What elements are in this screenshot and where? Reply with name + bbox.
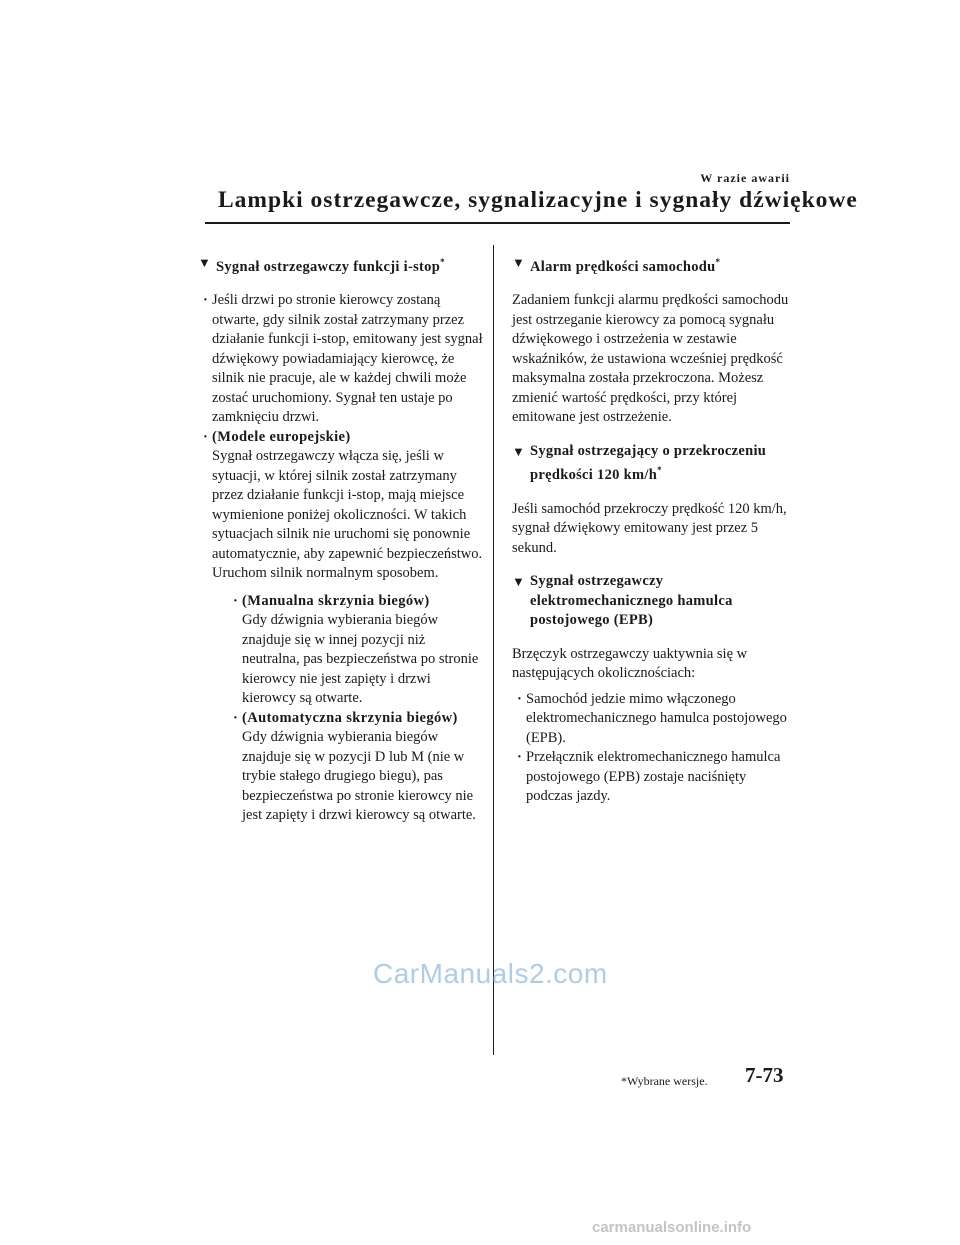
item-label: (Manualna skrzynia biegów) [242, 592, 430, 609]
istop-list [198, 291, 483, 826]
bullet-icon: · [233, 709, 238, 726]
optional-mark: * [657, 465, 662, 476]
list-item [228, 709, 483, 826]
list-item [512, 690, 792, 749]
item-text: Gdy dźwignia wybierania biegów znajduje się w pozycji D lub M (nie w trybie stałego drugiego biegu), pas bezpieczeństwa po stronie kierowcy nie jest zapięty i drzwi kierowcy są otwarte. [242, 729, 476, 824]
left-column [198, 253, 483, 826]
list-item [198, 291, 483, 428]
title-rule [205, 222, 790, 224]
heading-speed-alarm [512, 253, 792, 277]
epb-list [512, 690, 792, 807]
item-text: Samochód jedzie mimo włączonego elektromechanicznego hamulca postojowego (EPB). [526, 690, 787, 746]
right-column [512, 253, 792, 807]
triangle-marker-icon: ▼ [512, 443, 526, 459]
list-item [198, 428, 483, 826]
column-divider [493, 245, 494, 1055]
page-title: Lampki ostrzegawcze, sygnalizacyjne i sygnały dźwiękowe [218, 187, 858, 213]
page-number: 7-73 [745, 1063, 784, 1087]
footnote: *Wybrane wersje. [621, 1074, 708, 1088]
bullet-icon: · [203, 428, 208, 445]
heading-text: Alarm prędkości samochodu [530, 258, 716, 275]
paragraph: Jeśli samochód przekroczy prędkość 120 km/h, sygnał dźwiękowy emitowany jest przez 5 sekund. [512, 500, 787, 556]
bullet-icon: · [233, 592, 238, 609]
heading-istop [198, 253, 483, 277]
list-item [228, 592, 483, 709]
heading-epb-warning [512, 572, 792, 631]
triangle-marker-icon: ▼ [198, 255, 212, 270]
optional-mark: * [715, 257, 721, 267]
heading-text: Sygnał ostrzegawczy funkcji i-stop [216, 258, 441, 275]
heading-text: Sygnał ostrzegawczy elektromechanicznego hamulca postojowego (EPB) [530, 573, 733, 629]
section-label: W razie awarii [700, 171, 790, 185]
optional-mark: * [440, 257, 445, 267]
item-label: (Modele europejskie) [212, 428, 351, 445]
item-text: Jeśli drzwi po stronie kierowcy zostaną otwarte, gdy silnik został zatrzymany przez działanie funkcji i-stop, emitowany jest sygnał dźwiękowy powiadamiający kierowcę, że silnik nie pracuje, ale w każdej chwili może zostać uruchomiony. Sygnał ten ustaje po zamknięciu drzwi. [212, 292, 483, 426]
item-text: Gdy dźwignia wybierania biegów znajduje się w innej pozycji niż neutralna, pas bezpieczeństwa po stronie kierowcy nie jest zapięty i drzwi kierowcy są otwarte. [242, 612, 479, 707]
watermark: CarManuals2.com [373, 958, 608, 989]
source-watermark: carmanualsonline.info [592, 1219, 752, 1236]
triangle-marker-icon: ▼ [512, 574, 526, 590]
paragraph: Zadaniem funkcji alarmu prędkości samochodu jest ostrzeganie kierowcy za pomocą sygnału dźwiękowego i ostrzeżenia w zestawie wskaźników, że ustawiona wcześniej prędkość maksymalna została przekroczona. Możesz zmienić wartość prędkości, przy której emitowane jest ostrzeżenie. [512, 292, 789, 426]
list-item [512, 748, 792, 807]
heading-120-warning [512, 442, 792, 486]
heading-text: Sygnał ostrzegający o przekroczeniu prędkości 120 km/h [530, 442, 767, 484]
item-text: Przełącznik elektromechanicznego hamulca postojowego (EPB) zostaje naciśnięty podczas jazdy. [526, 749, 781, 805]
bullet-icon: · [203, 292, 208, 309]
item-text: Sygnał ostrzegawczy włącza się, jeśli w sytuacji, w której silnik został zatrzymany przez działanie funkcji i-stop, mają miejsce wymienione poniżej okoliczności. W takich sytuacjach silnik nie uruchomi się ponownie automatycznie, aby zapewnić bezpieczeństwo. Uruchom silnik normalnym sposobem. [212, 448, 483, 582]
sub-list [228, 592, 483, 826]
item-label: (Automatyczna skrzynia biegów) [242, 709, 458, 726]
bullet-icon: · [517, 690, 522, 707]
paragraph: Brzęczyk ostrzegawczy uaktywnia się w następujących okolicznościach: [512, 645, 748, 682]
bullet-icon: · [517, 749, 522, 766]
triangle-marker-icon: ▼ [512, 255, 526, 270]
